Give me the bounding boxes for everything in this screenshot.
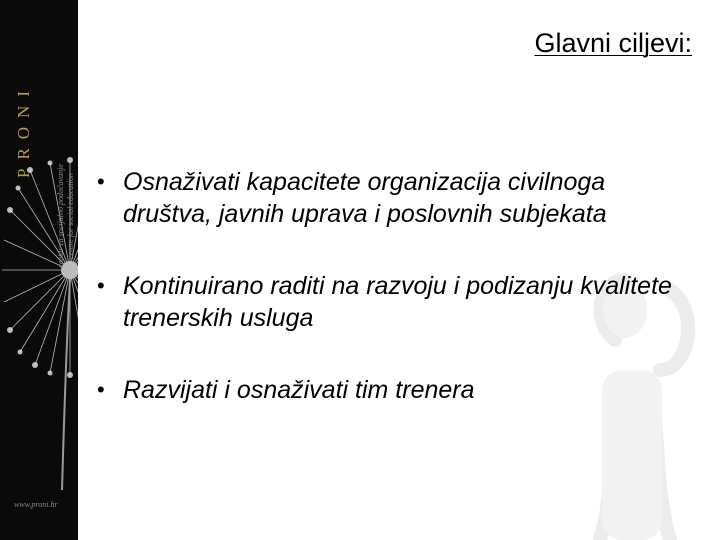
bullet-text: Osnaživati kapacitete organizacija civilnoga društva, javnih uprava i poslovnih subjekata <box>123 168 607 228</box>
bullet-item <box>96 374 686 406</box>
bullet-text: Razvijati i osnaživati tim trenera <box>123 376 475 404</box>
slide-title: Glavni ciljevi: <box>534 28 692 58</box>
bullet-item <box>96 166 686 230</box>
brand-sidebar <box>0 0 78 540</box>
bullet-text: Kontinuirano raditi na razvoju i podizanju kvalitete trenerskih usluga <box>123 272 672 332</box>
bullet-icon: • <box>97 169 105 194</box>
bullet-icon: • <box>97 273 105 298</box>
bullet-icon: • <box>97 377 105 402</box>
brand-tagline-line2: centre for social education <box>66 173 75 259</box>
brand-name: PRONI <box>14 82 33 179</box>
brand-website: www.proni.hr <box>14 500 58 509</box>
bullet-item <box>96 270 686 334</box>
brand-tagline <box>56 121 76 311</box>
brand-tagline-line1: centar za socijalno podučavanje <box>56 164 65 268</box>
bullet-list <box>96 166 686 406</box>
